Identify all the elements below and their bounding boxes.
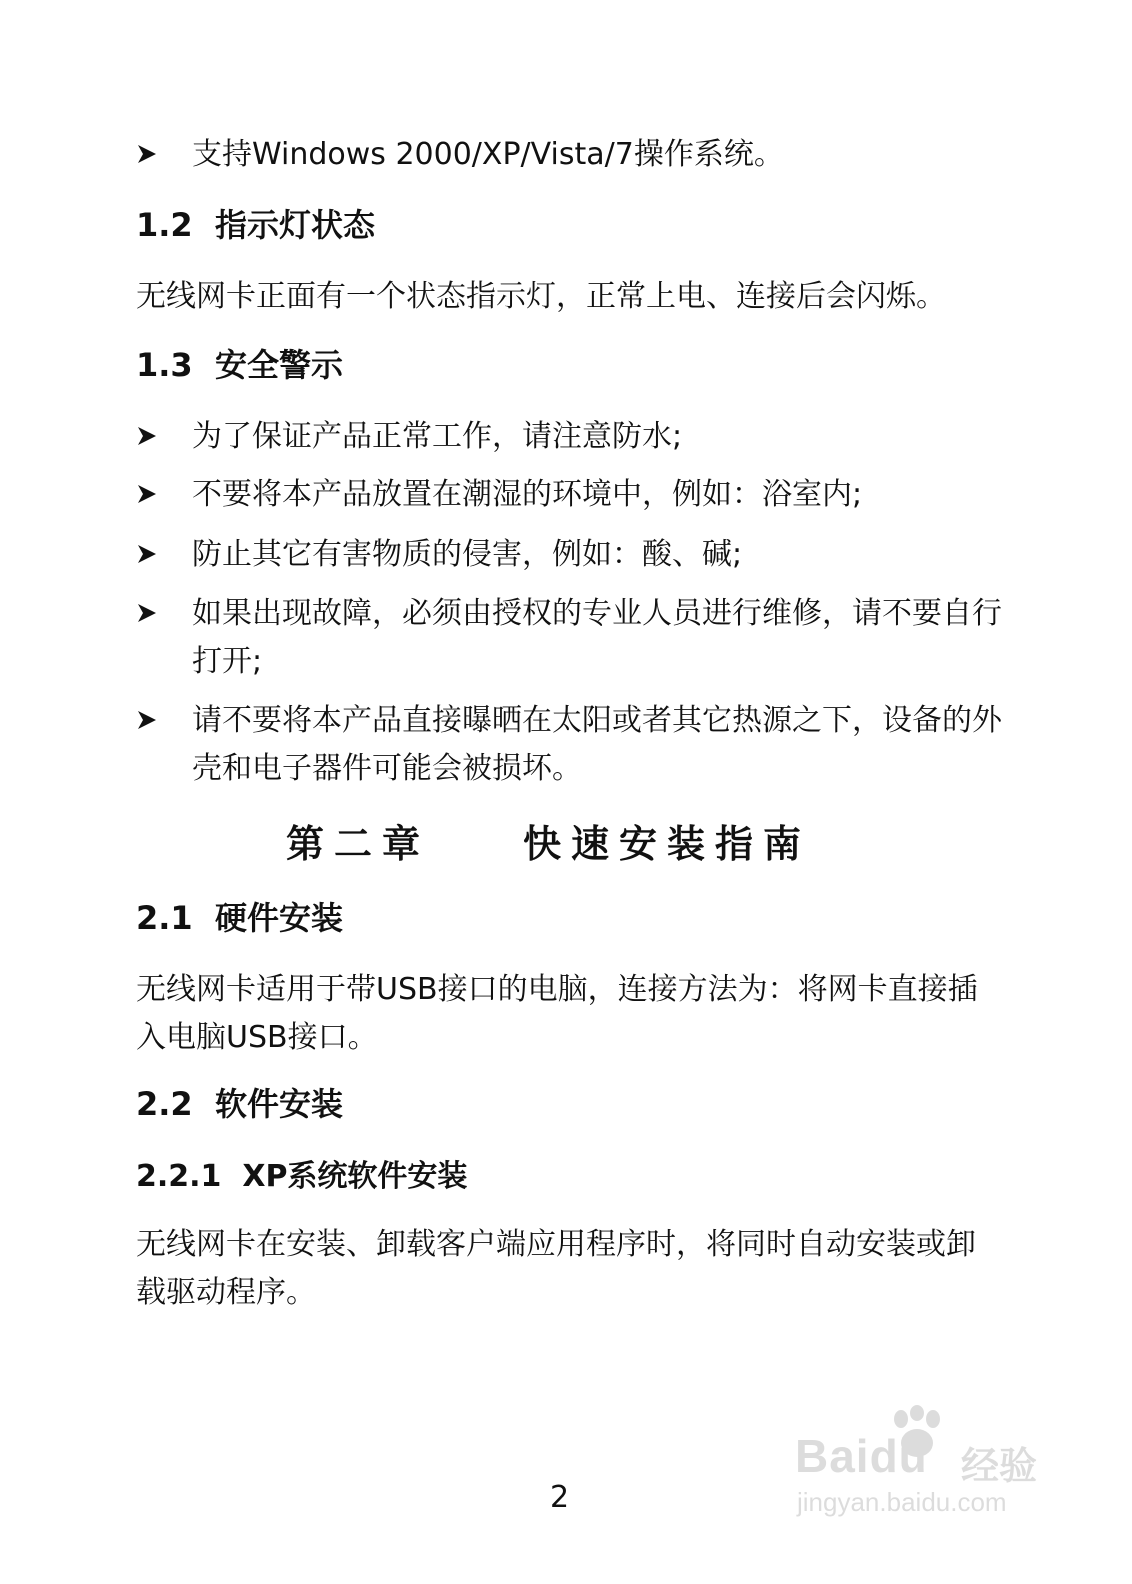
page-number: 2 [550,1480,570,1515]
bullet-os-support: 支持Windows 2000/XP/Vista/7操作系统。 [192,137,784,172]
safety-bullet-1: 为了保证产品正常工作，请注意防水; [192,419,683,454]
safety-bullet-2: 不要将本产品放置在潮湿的环境中，例如：浴室内; [192,477,863,512]
arrow-bullet-icon [136,709,158,731]
chapter-title: 第二章 快速安装指南 [286,822,811,866]
section-1-2-body: 无线网卡正面有一个状态指示灯，正常上电、连接后会闪烁。 [136,279,946,314]
arrow-bullet-icon [136,602,158,624]
section-2-1-body: 无线网卡适用于带USB接口的电脑，连接方法为：将网卡直接插入电脑USB接口。 [136,972,978,1055]
arrow-bullet-icon [136,483,158,505]
baidu-jingyan-watermark [795,1405,1065,1525]
section-heading-1-3: 1.3 安全警示 [136,346,343,384]
section-heading-1-2: 1.2 指示灯状态 [136,206,375,244]
safety-bullet-3: 防止其它有害物质的侵害，例如：酸、碱; [192,537,743,572]
arrow-bullet-icon [136,425,158,447]
section-heading-2-2-1: 2.2.1 XP系统软件安装 [136,1159,468,1194]
section-heading-2-2: 2.2 软件安装 [136,1085,343,1123]
section-2-2-1-body: 无线网卡在安装、卸载客户端应用程序时，将同时自动安装或卸载驱动程序。 [136,1227,976,1310]
watermark-cn: 经验 [961,1444,1038,1488]
safety-bullet-5: 请不要将本产品直接曝晒在太阳或者其它热源之下，设备的外壳和电子器件可能会被损坏。 [192,703,1002,786]
watermark-url: jingyan.baidu.com [797,1487,1007,1517]
watermark-brand: Baidu [795,1430,928,1482]
arrow-bullet-icon [136,143,158,165]
arrow-bullet-icon [136,543,158,565]
section-heading-2-1: 2.1 硬件安装 [136,899,343,937]
safety-bullet-4: 如果出现故障，必须由授权的专业人员进行维修，请不要自行打开; [192,596,1002,679]
